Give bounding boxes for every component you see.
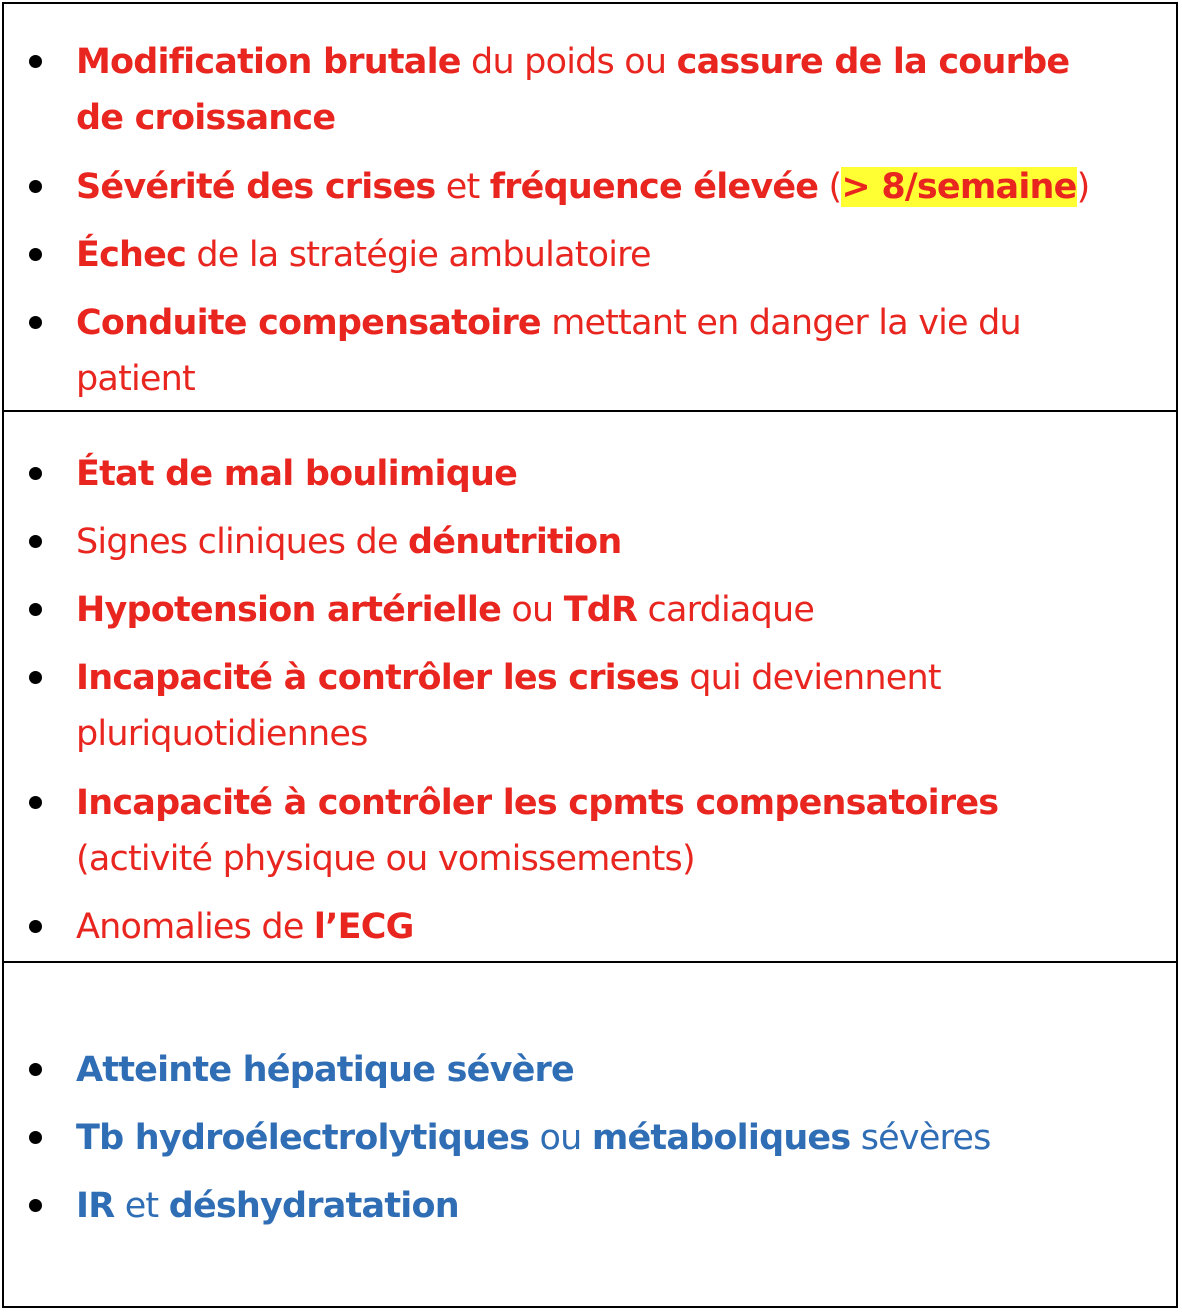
bullet-icon [29,535,42,548]
list-item: Modification brutale du poids ou cassure de la courbe de croissance [76,42,1070,138]
bullet-icon [29,796,42,809]
list-item: Tb hydroélectrolytiques ou métaboliques sévères [76,1118,991,1158]
bullet-icon [29,1063,42,1076]
list-item: Sévérité des crises et fréquence élevée (> 8/semaine) [76,167,1090,207]
bullet-icon [29,671,42,684]
bullet-icon [29,467,42,480]
list-item: Échec de la stratégie ambulatoire [76,235,651,275]
bullet-icon [29,316,42,329]
list-item: Incapacité à contrôler les crises qui deviennent pluriquotidiennes [76,658,941,754]
bullet-icon [29,920,42,933]
section-divider [2,410,1178,412]
list-item: IR et déshydratation [76,1186,459,1226]
list-item: Conduite compensatoire mettant en danger la vie du patient [76,303,1021,399]
list-item: État de mal boulimique [76,454,518,494]
bullet-icon [29,180,42,193]
list-item: Anomalies de l’ECG [76,907,414,947]
bullet-icon [29,1199,42,1212]
highlighted-frequency: > 8/semaine [841,167,1077,207]
bullet-icon [29,603,42,616]
bullet-icon [29,1131,42,1144]
section-divider [2,961,1178,963]
list-item: Incapacité à contrôler les cpmts compensatoires (activité physique ou vomissements) [76,783,999,879]
list-item: Signes cliniques de dénutrition [76,522,622,562]
bullet-icon [29,55,42,68]
list-item: Hypotension artérielle ou TdR cardiaque [76,590,815,630]
list-item: Atteinte hépatique sévère [76,1050,574,1090]
bullet-icon [29,248,42,261]
